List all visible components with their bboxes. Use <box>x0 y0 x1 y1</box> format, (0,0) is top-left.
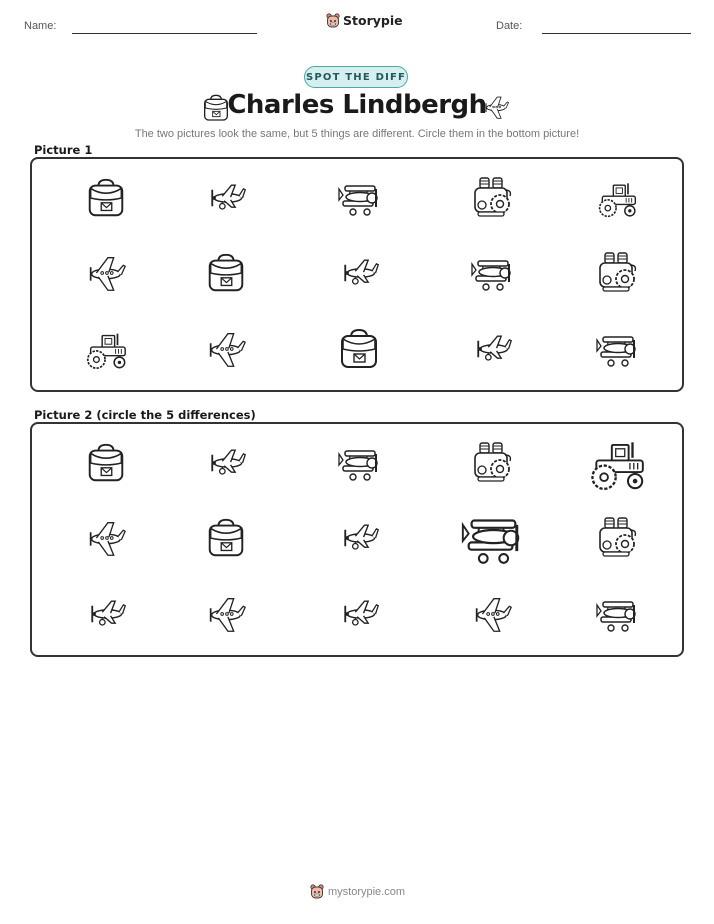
name-label: Name: <box>24 20 57 32</box>
spot-the-diff-badge: SPOT THE DIFF <box>304 66 408 88</box>
biplane-icon[interactable] <box>335 439 383 487</box>
biplane-icon <box>593 325 641 373</box>
picture-2-label: Picture 2 (circle the 5 differences) <box>34 408 256 422</box>
engine-icon <box>593 249 641 297</box>
toy-plane-icon[interactable] <box>203 591 249 637</box>
instructions: The two pictures look the same, but 5 things are different. Circle them in the bottom picture! <box>134 128 580 140</box>
biplane-icon <box>468 249 516 297</box>
toy-plane-icon[interactable] <box>83 515 129 561</box>
small-plane-icon[interactable] <box>84 592 128 636</box>
tractor-icon[interactable] <box>586 432 648 494</box>
picture-1-label: Picture 1 <box>34 143 93 157</box>
toy-plane-icon <box>83 250 129 296</box>
small-plane-icon[interactable] <box>337 592 381 636</box>
footer-url[interactable]: mystorypie.com <box>328 885 406 898</box>
engine-icon[interactable] <box>468 439 516 487</box>
airplane-icon <box>481 92 511 122</box>
tractor-icon <box>595 176 639 220</box>
name-line[interactable] <box>72 33 257 34</box>
picture-1-panel <box>30 157 684 392</box>
engine-icon <box>468 174 516 222</box>
mail-bag-icon <box>203 250 249 296</box>
storypie-mascot-icon <box>326 13 340 28</box>
date-line[interactable] <box>542 33 691 34</box>
storypie-mascot-icon <box>310 884 324 899</box>
small-plane-icon[interactable] <box>204 441 248 485</box>
small-plane-icon <box>204 176 248 220</box>
picture-2-panel[interactable] <box>30 422 684 657</box>
mail-bag-icon[interactable] <box>83 440 129 486</box>
biplane-icon[interactable] <box>593 590 641 638</box>
date-label: Date: <box>496 20 523 32</box>
biplane-icon[interactable] <box>457 503 527 573</box>
toy-plane-icon <box>203 326 249 372</box>
mail-bag-icon[interactable] <box>203 515 249 561</box>
page-title: Charles Lindbergh <box>227 90 487 120</box>
footer <box>310 884 405 899</box>
mail-bag-icon <box>83 175 129 221</box>
mail-bag-icon <box>335 325 383 373</box>
tractor-icon <box>83 326 129 372</box>
small-plane-icon[interactable] <box>337 516 381 560</box>
engine-icon[interactable] <box>593 514 641 562</box>
small-plane-icon <box>337 251 381 295</box>
toy-plane-icon[interactable] <box>469 591 515 637</box>
biplane-icon <box>335 174 383 222</box>
brand-name: Storypie <box>343 13 403 28</box>
brand-logo <box>326 13 403 28</box>
small-plane-icon <box>470 327 514 371</box>
